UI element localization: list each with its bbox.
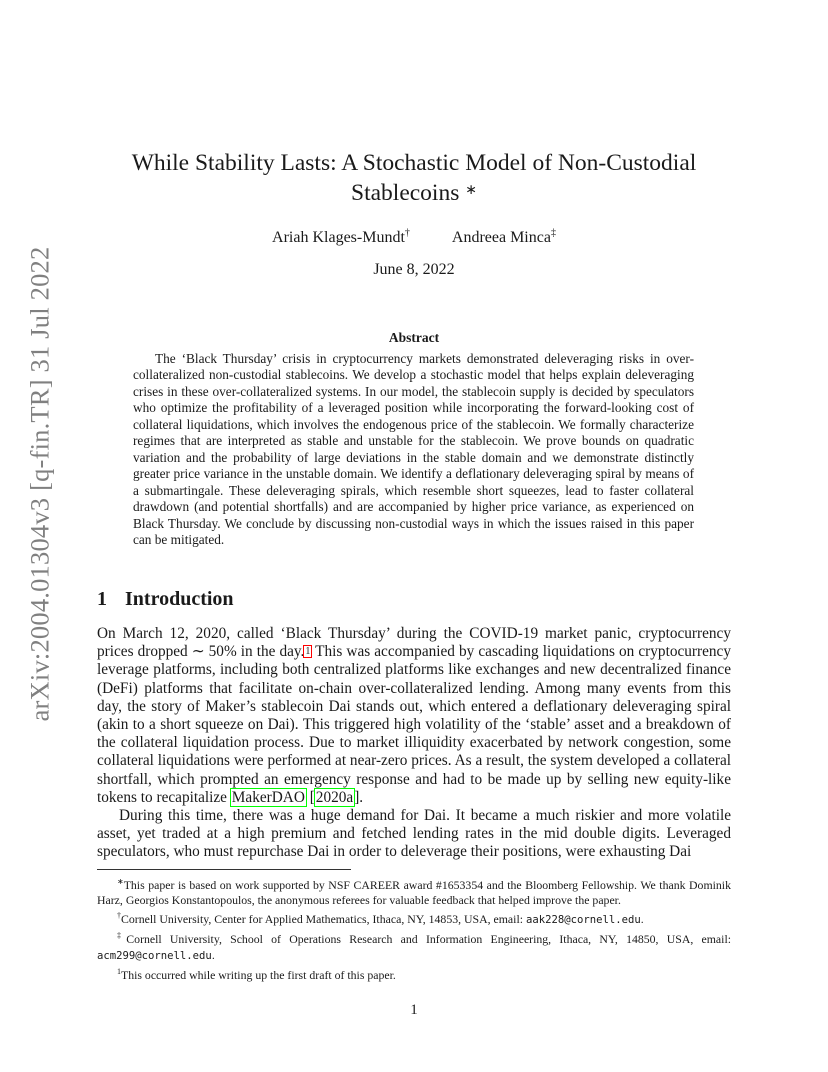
- citation-link-author[interactable]: MakerDAO: [231, 788, 305, 806]
- paragraph-1: On March 12, 2020, called ‘Black Thursday’ during the COVID-19 market panic, cryptocurrency prices dropped ∼ 50% in the day.$^1$ This was accompanied by cascading liquidations on cryptocurrency leverage platforms, including both centralized platforms like exchanges and new decentralized finance (DeFi) platforms that facilitate on-chain over-collateralized lending. Among many events from this day, the story of Maker’s stablecoin Dai stands out, which entered a deflationary deleveraging spiral (akin to a short squeeze on Dai). This triggered high volatility of the ‘stable’ asset and a breakdown of the collateral liquidation process. Due to market illiquidity exacerbated by network congestion, some collateral liquidations were performed at near-zero prices. As a result, the system developed a collateral shortfall, which prompted an emergency response and had to be made up by selling new equity-like tokens to recapitalize MakerDAO [2020a].: [97, 625, 731, 806]
- footnote-title-text: This paper is based on work supported by NSF CAREER award #1653354 and the Bloomberg Fellowship. We thank Dominik Harz, Georgios Konstantopoulos, the anonymous referees for valuable feedback that helped improve the paper.: [97, 877, 731, 908]
- footnote-title: [97, 874, 731, 908]
- section-number: 1: [97, 588, 107, 610]
- paragraph-1-start: On March 12, 2020, called ‘Black Thursday’ during the COVID-19 market panic, cryptocurrency prices dropped ∼ 50% in the day.: [97, 625, 731, 661]
- paper-date: June 8, 2022: [373, 261, 455, 278]
- author-1: [272, 229, 410, 246]
- body-text: [97, 625, 731, 862]
- footnote-title-mark: ∗: [117, 877, 124, 886]
- author-2-mark[interactable]: ‡: [550, 228, 556, 239]
- footnote-1-text: This occurred while writing up the first draft of this paper.: [121, 967, 396, 982]
- arxiv-identifier: arXiv:2004.01304v3 [q-fin.TR] 31 Jul 2022: [24, 246, 55, 722]
- paper-title: [100, 148, 728, 208]
- footnote-author-1-text: Cornell University, Center for Applied Mathematics, Ithaca, NY, 14853, USA, email:: [121, 912, 526, 927]
- author-1-mark[interactable]: †: [404, 228, 410, 239]
- paper-title-text: While Stability Lasts: A Stochastic Model of Non-Custodial Stablecoins: [131, 150, 697, 206]
- author-list: [100, 228, 728, 247]
- author-1-email[interactable]: aak228@cornell.edu: [525, 914, 641, 927]
- footnotes: [97, 874, 731, 983]
- author-2-email[interactable]: acm299@cornell.edu: [97, 949, 212, 962]
- footnote-author-2-mark: ‡: [117, 931, 127, 941]
- footnote-author-2-text: Cornell University, School of Operations Research and Information Engineering, Ithaca, NY, 14850, USA, email:: [126, 932, 732, 947]
- abstract-heading: Abstract: [388, 330, 440, 345]
- author-1-name: Ariah Klages-Mundt: [272, 229, 405, 247]
- page-number: 1: [410, 1002, 418, 1018]
- footnote-1-mark: 1: [117, 966, 121, 976]
- section-heading: [97, 588, 234, 611]
- abstract-text: The ‘Black Thursday’ crisis in cryptocurrency markets demonstrated deleveraging risks in over-collateralized non-custodial stablecoins. We develop a stochastic model that helps explain deleveraging crises in these over-collateralized systems. In our model, the stablecoin supply is decided by speculators who optimize the profitability of a leveraged position while incorporating the forward-looking cost of collateral liquidations, which involves the endogenous price of the stablecoin. We formally characterize regimes that are interpreted as stable and unstable for the stablecoin. We prove bounds on quadratic variation and the probability of large deviations in the stable domain and we demonstrate distinctly greater price variance in the unstable domain. We identify a deflationary deleveraging spiral by means of a submartingale. These deleveraging spirals, which resemble short squeezes, lead to faster collateral drawdown (and potential shortfalls) and are accompanied by higher price variance, as experienced on Black Thursday. We conclude by discussing non-custodial ways in which the issues raised in this paper can be mitigated.: [133, 351, 694, 547]
- paragraph-1-middle: This was accompanied by cascading liquidations on cryptocurrency leverage platforms, including both centralized platforms like exchanges and new decentralized finance (DeFi) platforms that facilitate on-chain over-collateralized lending. Among many events from this day, the story of Maker’s stablecoin Dai stands out, which entered a deflationary deleveraging spiral (akin to a short squeeze on Dai). This triggered high volatility of the ‘stable’ asset and a breakdown of the collateral liquidation process. Due to market illiquidity exacerbated by network congestion, some collateral liquidations were performed at near-zero prices. As a result, the system developed a collateral shortfall, which prompted an emergency response and had to be made up by selling new equity-like tokens to recapitalize: [97, 643, 731, 806]
- footnote-author-1-mark: †: [117, 911, 121, 921]
- title-footnote-mark[interactable]: ∗: [465, 183, 477, 198]
- paragraph-2: During this time, there was a huge demand for Dai. It became a much riskier and more volatile asset, yet traded at a high premium and fetched lending rates in the mid double digits. Leveraged speculators, who must repurchase Dai in order to deleverage their positions, were exhausting Dai: [97, 807, 731, 861]
- footnote-author-1: [97, 908, 731, 928]
- author-2: [452, 229, 556, 246]
- footnote-rule: [97, 869, 351, 870]
- footnote-author-1-end: .: [640, 912, 644, 927]
- footnote-author-2-end: .: [211, 947, 215, 962]
- footnote-1-link[interactable]: 1: [305, 646, 311, 658]
- arxiv-sidebar-stamp: [18, 246, 62, 722]
- footnote-author-2: [97, 928, 731, 963]
- section-title: Introduction: [125, 588, 234, 610]
- author-2-name: Andreea Minca: [451, 229, 551, 247]
- paragraph-1-end: .: [359, 788, 364, 806]
- citation-link-year[interactable]: 2020a: [315, 788, 354, 806]
- footnote-1: [97, 964, 731, 983]
